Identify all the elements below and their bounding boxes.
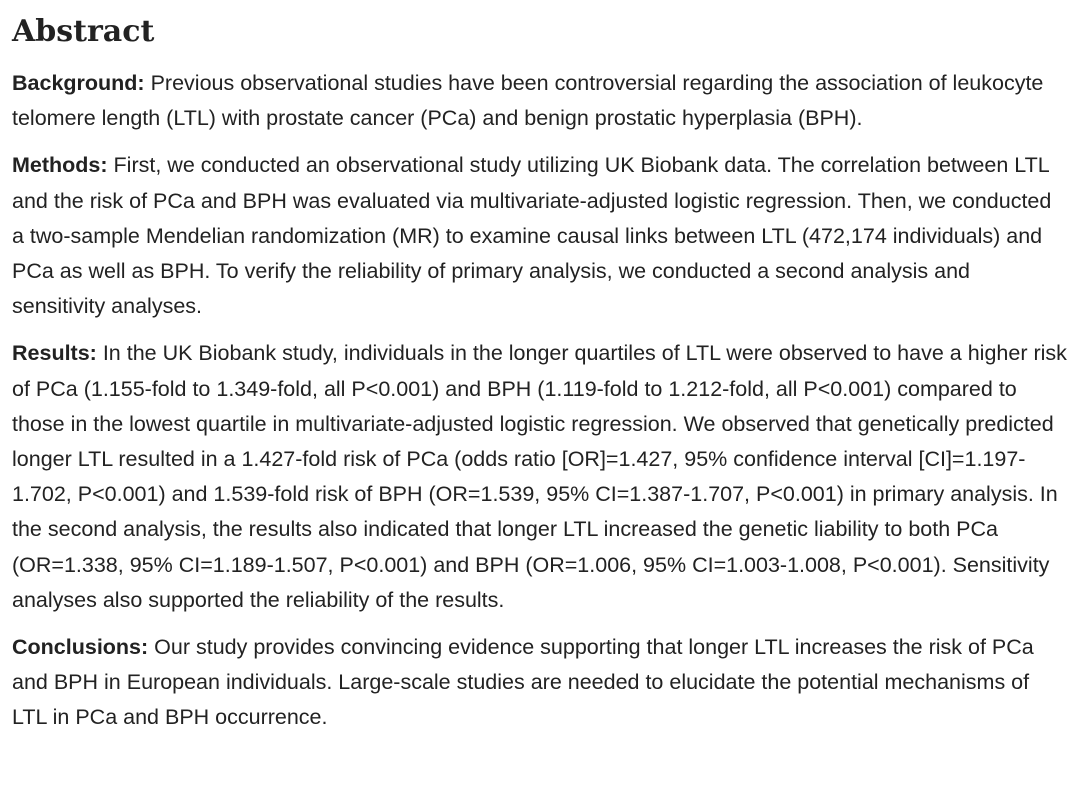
methods-paragraph xyxy=(12,148,1068,324)
conclusions-paragraph xyxy=(12,630,1068,736)
conclusions-label: Conclusions: xyxy=(12,635,149,660)
background-label: Background: xyxy=(12,71,145,95)
methods-text: First, we conducted an observational study utilizing UK Biobank data. The correlation between LTL and the risk of PCa and BPH was evaluated via multivariate-adjusted logistic regression. Then, we conducted a two-sample Mendelian randomization (MR) to examine causal links between LTL (472,174 individuals) and PCa as well as BPH. To verify the reliability of primary analysis, we conducted a second analysis and sensitivity analyses. xyxy=(12,153,1052,319)
background-text: Previous observational studies have been controversial regarding the association of leukocyte telomere length (LTL) with prostate cancer (PCa) and benign prostatic hyperplasia (BPH). xyxy=(12,71,1044,131)
abstract-heading: Abstract xyxy=(12,14,155,49)
results-label: Results: xyxy=(12,341,97,366)
conclusions-text: Our study provides convincing evidence supporting that longer LTL increases the risk of PCa and BPH in European individuals. Large-scale studies are needed to elucidate the potential mechanisms of LTL in PCa and BPH occurrence. xyxy=(12,635,1034,730)
background-paragraph xyxy=(12,66,1068,136)
methods-label: Methods: xyxy=(12,153,108,178)
results-text: In the UK Biobank study, individuals in the longer quartiles of LTL were observed to have a higher risk of PCa (1.155-fold to 1.349-fold, all P<0.001) and BPH (1.119-fold to 1.212-fold, all P<0.001) compared to those in the lowest quartile in multivariate-adjusted logistic regression. We observed that genetically predicted longer LTL resulted in a 1.427-fold risk of PCa (odds ratio [OR]=1.427, 95% confidence interval [CI]=1.197-1.702, P<0.001) and 1.539-fold risk of BPH (OR=1.539, 95% CI=1.387-1.707, P<0.001) in primary analysis. In the second analysis, the results also indicated that longer LTL increased the genetic liability to both PCa (OR=1.338, 95% CI=1.189-1.507, P<0.001) and BPH (OR=1.006, 95% CI=1.003-1.008, P<0.001). Sensitivity analyses also supported the reliability of the results. xyxy=(12,341,1067,612)
results-paragraph xyxy=(12,336,1068,618)
